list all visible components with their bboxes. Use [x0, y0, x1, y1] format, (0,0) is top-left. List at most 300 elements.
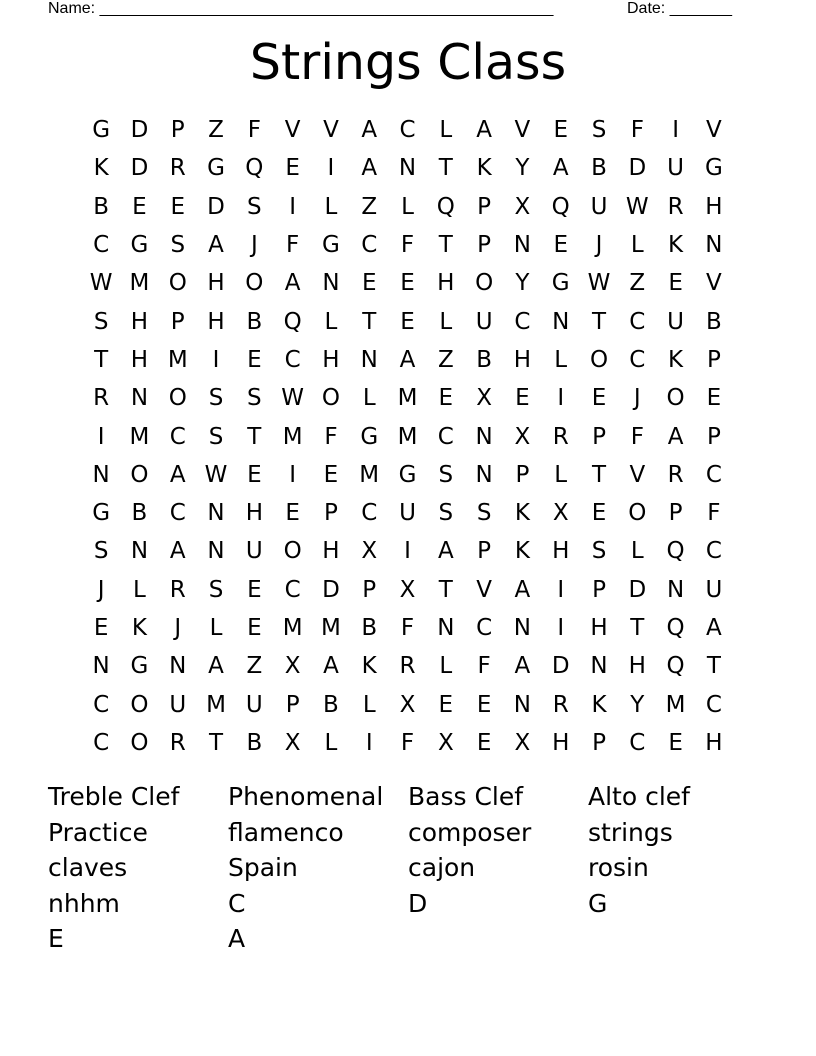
grid-letter: N [513, 691, 532, 718]
grid-letter: E [706, 385, 722, 412]
word-bank-item: Phenomenal [228, 782, 384, 811]
grid-letter: R [169, 729, 186, 756]
grid-letter: O [130, 691, 149, 718]
grid-letter: S [208, 576, 224, 603]
word-bank-item: D [408, 888, 428, 918]
grid-letter: S [591, 117, 607, 144]
grid-letter: V [706, 270, 722, 297]
grid-letter: F [286, 232, 300, 259]
grid-letter: H [207, 308, 225, 335]
grid-letter: G [130, 653, 149, 680]
grid-letter: X [361, 538, 378, 565]
grid-letter: C [284, 346, 301, 373]
grid-letter: H [245, 500, 263, 527]
page-title: Strings Class [249, 34, 567, 91]
grid-letter: M [282, 423, 303, 450]
grid-letter: R [667, 461, 684, 488]
grid-letter: C [514, 308, 531, 335]
grid-letter: A [706, 615, 722, 641]
grid-letter: N [130, 385, 149, 412]
grid-letter: L [362, 691, 376, 718]
grid-letter: R [169, 576, 186, 603]
grid-letter: A [208, 232, 224, 259]
grid-letter: Y [515, 155, 530, 182]
word-bank-item: Treble Clef [48, 782, 180, 811]
grid-letter: N [207, 500, 225, 527]
grid-letter: J [595, 232, 603, 259]
header-row [48, 0, 748, 20]
grid-letter: X [552, 500, 569, 527]
grid-letter: J [174, 615, 182, 641]
word-bank-item: Alto clef [588, 782, 690, 811]
grid-letter: B [361, 615, 378, 641]
grid-letter: I [404, 538, 411, 565]
grid-letter: P [706, 346, 721, 373]
grid-letter: S [247, 385, 262, 412]
grid-letter: E [132, 193, 147, 220]
word-bank-item: Bass Clef [408, 782, 524, 811]
grid-letter: L [324, 308, 338, 335]
grid-letter: O [130, 461, 149, 488]
grid-letter: E [438, 385, 454, 412]
grid-letter: O [666, 385, 685, 412]
grid-letter: M [129, 423, 150, 450]
grid-letter: V [476, 576, 492, 603]
grid-letter: P [285, 691, 300, 718]
grid-letter: E [668, 729, 683, 756]
grid-letter: T [438, 576, 453, 603]
grid-letter: C [399, 117, 416, 144]
grid-letter: I [672, 117, 679, 144]
grid-letter: H [207, 270, 225, 297]
grid-letter: K [131, 615, 147, 641]
grid-letter: R [93, 385, 110, 412]
grid-letter: E [591, 500, 607, 527]
grid-letter: O [475, 270, 494, 297]
grid-letter: M [397, 423, 418, 450]
grid-letter: X [437, 729, 454, 756]
grid-letter: L [401, 193, 414, 220]
grid-letter: X [399, 576, 416, 603]
grid-letter: E [285, 500, 300, 527]
grid-letter: C [284, 576, 301, 603]
grid-letter: U [705, 576, 723, 603]
date-line: Date: _______ [627, 0, 732, 17]
grid-letter: O [168, 270, 187, 297]
grid-letter: E [170, 193, 186, 220]
grid-letter: E [247, 461, 262, 488]
grid-letter: X [514, 193, 531, 220]
grid-letter: D [628, 576, 647, 603]
grid-letter: H [130, 308, 149, 335]
grid-letter: V [323, 117, 339, 144]
grid-letter: M [665, 691, 686, 718]
grid-letter: B [131, 500, 148, 527]
grid-letter: S [208, 423, 224, 450]
grid-letter: Z [208, 117, 224, 144]
grid-letter: B [246, 729, 263, 756]
grid-letter: A [514, 576, 531, 603]
grid-letter: U [667, 155, 685, 182]
grid-letter: V [284, 117, 301, 144]
grid-letter: B [476, 346, 492, 373]
grid-letter: U [590, 193, 608, 220]
grid-letter: W [204, 461, 228, 488]
grid-letter: M [282, 615, 303, 641]
grid-letter: C [169, 423, 186, 450]
grid-letter: A [169, 538, 186, 565]
grid-letter: P [592, 729, 606, 756]
grid-letter: E [668, 270, 683, 297]
grid-letter: G [360, 423, 379, 450]
grid-letter: C [361, 500, 378, 527]
grid-letter: G [398, 461, 417, 488]
grid-letter: U [245, 691, 263, 718]
grid-letter: T [706, 653, 721, 680]
grid-letter: H [705, 729, 723, 756]
grid-letter: X [284, 653, 301, 680]
grid-letter: A [284, 270, 301, 297]
grid-letter: N [513, 232, 532, 259]
grid-letter: H [590, 615, 608, 641]
grid-letter: E [361, 270, 377, 297]
word-bank-item: A [228, 924, 246, 954]
grid-letter: O [130, 729, 149, 756]
grid-letter: Q [551, 193, 570, 220]
grid-letter: H [130, 346, 149, 373]
grid-letter: E [553, 232, 568, 259]
grid-letter: O [245, 270, 264, 297]
grid-letter: U [399, 500, 416, 527]
grid-letter: Z [246, 653, 263, 680]
grid-letter: N [666, 576, 685, 603]
grid-letter: L [630, 538, 644, 565]
grid-letter: K [361, 653, 377, 680]
grid-letter: G [207, 155, 225, 182]
grid-letter: P [515, 461, 530, 488]
grid-letter: L [133, 576, 146, 603]
grid-letter: S [591, 538, 607, 565]
word-bank-item: claves [48, 853, 128, 883]
grid-letter: P [477, 232, 492, 259]
grid-letter: X [284, 729, 301, 756]
grid-letter: A [208, 653, 224, 680]
grid-letter: N [92, 461, 110, 488]
grid-letter: N [475, 461, 493, 488]
grid-letter: S [476, 500, 492, 527]
grid-letter: B [591, 155, 607, 182]
grid-letter: A [552, 155, 569, 182]
grid-letter: D [551, 653, 570, 680]
grid-letter: H [552, 538, 570, 565]
grid-letter: N [705, 232, 723, 259]
grid-letter: P [706, 423, 721, 450]
grid-letter: C [93, 729, 110, 756]
grid-letter: C [705, 691, 722, 718]
grid-letter: S [93, 308, 109, 335]
grid-letter: T [362, 308, 377, 335]
grid-letter: W [89, 270, 113, 297]
grid-letter: Q [666, 615, 685, 641]
grid-letter: N [322, 270, 340, 297]
grid-letter: P [477, 193, 492, 220]
grid-letter: N [437, 615, 455, 641]
grid-letter: Q [283, 308, 302, 335]
word-bank-item: nhhm [48, 888, 120, 918]
grid-letter: S [438, 461, 454, 488]
grid-letter: X [399, 691, 416, 718]
grid-letter: U [667, 308, 685, 335]
grid-letter: K [514, 500, 530, 527]
grid-letter: Q [666, 653, 685, 680]
grid-letter: Z [629, 270, 646, 297]
grid-letter: H [705, 193, 723, 220]
grid-letter: Q [666, 538, 685, 565]
grid-letter: A [361, 117, 378, 144]
grid-letter: A [399, 346, 416, 373]
grid-letter: B [246, 308, 263, 335]
grid-letter: E [247, 576, 262, 603]
grid-letter: Z [361, 193, 378, 220]
grid-letter: I [557, 576, 565, 603]
grid-letter: C [705, 538, 722, 565]
grid-letter: T [247, 423, 262, 450]
grid-letter: C [169, 500, 186, 527]
grid-letter: A [169, 461, 186, 488]
grid-letter: D [628, 155, 647, 182]
grid-letter: R [552, 423, 569, 450]
grid-letter: L [554, 346, 568, 373]
grid-letter: S [93, 538, 109, 565]
grid-letter: F [630, 423, 644, 450]
grid-letter: F [400, 729, 415, 756]
grid-letter: S [208, 385, 224, 412]
grid-letter: F [400, 232, 415, 259]
grid-letter: I [557, 615, 565, 641]
grid-letter: I [212, 346, 220, 373]
grid-letter: E [591, 385, 607, 412]
grid-letter: U [475, 308, 493, 335]
word-bank-item: composer [408, 817, 532, 847]
grid-letter: Z [437, 346, 454, 373]
grid-letter: Q [436, 193, 455, 220]
grid-letter: N [398, 155, 417, 182]
grid-letter: S [438, 500, 454, 527]
grid-letter: F [630, 117, 644, 144]
grid-letter: B [93, 193, 110, 220]
grid-letter: M [129, 270, 150, 297]
word-bank-item: rosin [588, 853, 649, 883]
grid-letter: C [437, 423, 454, 450]
grid-letter: L [630, 232, 644, 259]
grid-letter: X [514, 729, 531, 756]
grid-letter: I [365, 729, 373, 756]
grid-letter: F [477, 653, 491, 680]
grid-letter: H [513, 346, 532, 373]
grid-letter: E [476, 729, 492, 756]
grid-letter: I [289, 193, 297, 220]
grid-letter: A [514, 653, 531, 680]
grid-letter: E [515, 385, 530, 412]
grid-letter: K [591, 691, 607, 718]
name-line: Name: ___________________________________________________ [48, 0, 554, 17]
grid-letter: V [514, 117, 531, 144]
grid-letter: O [168, 385, 187, 412]
grid-letter: M [321, 615, 341, 641]
grid-letter: C [93, 691, 110, 718]
grid-letter: N [590, 653, 608, 680]
grid-letter: A [323, 653, 339, 680]
grid-letter: G [130, 232, 149, 259]
grid-letter: E [400, 270, 415, 297]
grid-letter: C [629, 308, 646, 335]
grid-letter: B [706, 308, 722, 335]
grid-letter: T [438, 232, 453, 259]
word-bank-item: strings [588, 817, 673, 847]
grid-letter: E [247, 615, 262, 641]
grid-letter: L [439, 308, 453, 335]
grid-letter: R [169, 155, 186, 182]
grid-letter: C [705, 461, 722, 488]
grid-letter: P [362, 576, 377, 603]
grid-letter: G [322, 232, 340, 259]
grid-letter: E [438, 691, 454, 718]
grid-letter: K [668, 232, 684, 259]
grid-letter: R [552, 691, 569, 718]
grid-letter: C [93, 232, 110, 259]
grid-letter: N [207, 538, 225, 565]
grid-letter: L [439, 653, 453, 680]
grid-letter: E [247, 346, 262, 373]
grid-letter: K [93, 155, 109, 182]
grid-letter: N [360, 346, 378, 373]
grid-letter: W [625, 193, 649, 220]
grid-letter: J [250, 232, 258, 259]
grid-letter: F [324, 423, 338, 450]
grid-letter: N [513, 615, 532, 641]
grid-letter: S [247, 193, 262, 220]
grid-letter: A [361, 155, 378, 182]
grid-letter: E [400, 308, 415, 335]
grid-letter: E [553, 117, 568, 144]
grid-letter: J [97, 576, 105, 603]
grid-letter: P [170, 117, 185, 144]
grid-letter: U [245, 538, 263, 565]
grid-letter: S [170, 232, 186, 259]
grid-letter: P [170, 308, 185, 335]
grid-letter: T [591, 461, 607, 488]
grid-letter: D [207, 193, 225, 220]
grid-letter: J [633, 385, 641, 412]
grid-letter: R [667, 193, 684, 220]
word-bank-item: cajon [408, 853, 476, 883]
grid-letter: P [477, 538, 492, 565]
grid-letter: T [209, 729, 224, 756]
grid-letter: L [209, 615, 223, 641]
grid-letter: O [321, 385, 340, 412]
grid-letter: T [438, 155, 453, 182]
grid-letter: L [439, 117, 453, 144]
grid-letter: T [591, 308, 607, 335]
grid-letter: D [130, 155, 149, 182]
grid-letter: O [628, 500, 647, 527]
grid-letter: L [324, 729, 338, 756]
grid-letter: W [281, 385, 304, 412]
grid-letter: A [667, 423, 684, 450]
word-bank-item: G [588, 888, 608, 918]
grid-letter: M [397, 385, 418, 412]
grid-letter: I [327, 155, 335, 182]
grid-letter: G [551, 270, 570, 297]
grid-letter: L [362, 385, 376, 412]
grid-letter: N [130, 538, 149, 565]
grid-letter: X [476, 385, 492, 412]
word-bank-item: E [48, 924, 64, 954]
grid-letter: G [704, 155, 723, 182]
grid-letter: K [514, 538, 530, 565]
grid-letter: E [93, 615, 109, 641]
grid-letter: N [92, 653, 110, 680]
grid-letter: X [514, 423, 531, 450]
grid-letter: L [324, 193, 338, 220]
grid-letter: B [323, 691, 339, 718]
grid-letter: D [130, 117, 149, 144]
grid-letter: G [92, 117, 111, 144]
word-bank-item: Spain [228, 853, 298, 883]
grid-letter: R [399, 653, 416, 680]
grid-letter: C [629, 346, 646, 373]
grid-letter: E [476, 691, 492, 718]
grid-letter: C [361, 232, 378, 259]
grid-letter: C [629, 729, 646, 756]
grid-letter: K [668, 346, 684, 373]
grid-letter: T [630, 615, 645, 641]
grid-letter: V [706, 117, 722, 144]
grid-letter: E [323, 461, 339, 488]
grid-letter: W [587, 270, 611, 297]
grid-letter: A [476, 117, 492, 144]
grid-letter: C [476, 615, 493, 641]
grid-letter: H [628, 653, 646, 680]
grid-letter: I [97, 423, 105, 450]
grid-letter: Y [515, 270, 530, 297]
grid-letter: O [283, 538, 302, 565]
word-bank-item: Practice [48, 817, 148, 847]
grid-letter: N [552, 308, 570, 335]
word-bank-item: C [228, 888, 246, 918]
grid-letter: F [247, 117, 261, 144]
grid-letter: Q [245, 155, 264, 182]
grid-letter: H [322, 538, 340, 565]
grid-letter: M [206, 691, 226, 718]
grid-letter: G [92, 500, 111, 527]
letter-grid [82, 111, 733, 762]
grid-letter: I [289, 461, 297, 488]
grid-letter: F [707, 500, 721, 527]
grid-letter: E [285, 155, 300, 182]
grid-letter: M [359, 461, 380, 488]
grid-letter: M [167, 346, 188, 373]
grid-letter: I [557, 385, 565, 412]
grid-letter: N [169, 653, 187, 680]
grid-letter: P [668, 500, 683, 527]
grid-letter: A [437, 538, 454, 565]
grid-letter: H [552, 729, 570, 756]
grid-letter: P [592, 576, 606, 603]
grid-letter: V [629, 461, 646, 488]
grid-letter: L [554, 461, 568, 488]
grid-letter: F [400, 615, 415, 641]
